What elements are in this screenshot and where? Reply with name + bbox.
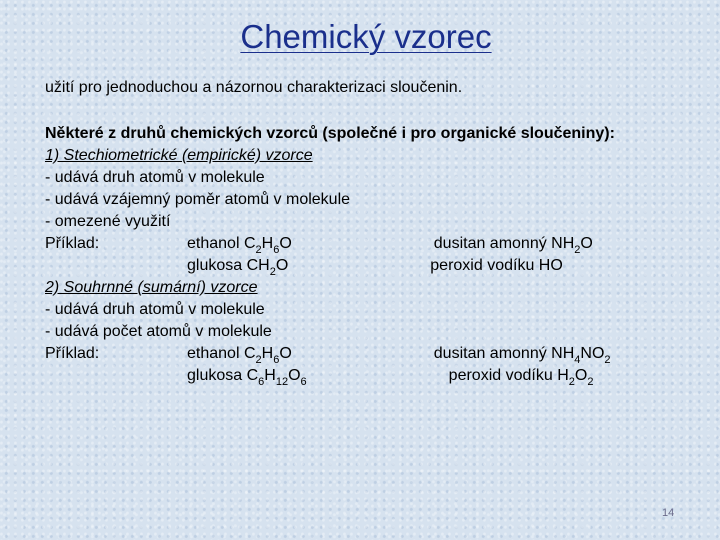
formula-symbol: C <box>246 367 259 384</box>
formula-subscript: 6 <box>273 354 280 366</box>
section-stoichiometric <box>45 145 720 277</box>
compound-name: peroxid vodíku <box>430 257 539 274</box>
bullet-item: - udává vzájemný poměr atomů v molekule <box>45 191 351 208</box>
formula-symbol: NH <box>551 345 575 362</box>
formula-symbol: O <box>279 235 292 252</box>
formula-symbol: CH <box>246 257 270 274</box>
compound-name: peroxid vodíku <box>448 367 558 384</box>
compound-name: glukosa <box>187 367 247 384</box>
example-formula <box>292 235 593 256</box>
formula-subscript: 2 <box>574 244 581 256</box>
example-formula <box>292 345 611 366</box>
formula-subscript: 2 <box>568 376 575 388</box>
formula-subscript: 2 <box>269 266 276 278</box>
formula-subscript: 2 <box>255 354 262 366</box>
bullet-item: - udává počet atomů v molekule <box>45 323 272 340</box>
slide-body <box>45 123 720 387</box>
bullet-item: - udává druh atomů v molekule <box>45 169 265 186</box>
section-title: 1) Stechiometrické (empirické) vzorce <box>45 147 313 164</box>
bullet-item: - omezené využití <box>45 213 171 230</box>
example-row <box>45 365 307 387</box>
example-formula <box>45 367 307 388</box>
formula-subscript: 2 <box>587 376 594 388</box>
formula-symbol: O <box>580 235 593 252</box>
example-formula <box>307 367 594 388</box>
compound-name: ethanol <box>187 345 244 362</box>
formula-symbol: O <box>279 345 292 362</box>
slide-title: Chemický vzorec <box>240 18 492 55</box>
formula-subscript: 12 <box>275 376 289 388</box>
formula-subscript: 2 <box>255 244 262 256</box>
formula-symbol: C <box>243 235 256 252</box>
example-row <box>45 255 288 277</box>
compound-name: dusitan amonný <box>433 235 552 252</box>
compound-name: glukosa <box>187 257 247 274</box>
example-row <box>45 343 292 365</box>
formula-symbol: H <box>557 367 569 384</box>
page-number: 14 <box>662 507 675 519</box>
example-row <box>307 365 594 387</box>
compound-name: dusitan amonný <box>433 345 552 362</box>
section-title: 2) Souhrnné (sumární) vzorce <box>45 279 258 296</box>
example-row <box>292 233 593 255</box>
formula-types-heading: Některé z druhů chemických vzorců (společné i pro organické sloučeniny): <box>45 125 615 142</box>
formula-symbol: HO <box>538 257 563 274</box>
formula-symbol: NH <box>551 235 575 252</box>
compound-name: ethanol <box>187 235 244 252</box>
example-label: Příklad: <box>45 345 100 362</box>
formula-symbol: C <box>243 345 256 362</box>
example-formula <box>288 257 563 274</box>
formula-symbol: O <box>288 367 301 384</box>
section-summary <box>45 277 720 387</box>
example-row <box>292 343 611 365</box>
formula-symbol: O <box>275 257 289 274</box>
formula-subscript: 2 <box>604 354 611 366</box>
formula-symbol: H <box>261 235 274 252</box>
bullet-item: - udává druh atomů v molekule <box>45 301 265 318</box>
formula-symbol: H <box>261 345 274 362</box>
example-formula <box>45 257 289 278</box>
example-label: Příklad: <box>45 235 100 252</box>
example-row <box>288 255 563 277</box>
formula-symbol: H <box>264 367 276 384</box>
formula-subscript: 6 <box>300 376 307 388</box>
formula-symbol: NO <box>580 345 605 362</box>
intro-text: užití pro jednoduchou a názornou charakterizaci sloučenin. <box>45 79 463 96</box>
formula-symbol: O <box>574 367 588 384</box>
example-row <box>45 233 292 255</box>
formula-subscript: 6 <box>273 244 280 256</box>
formula-subscript: 4 <box>574 354 581 366</box>
formula-subscript: 6 <box>258 376 265 388</box>
